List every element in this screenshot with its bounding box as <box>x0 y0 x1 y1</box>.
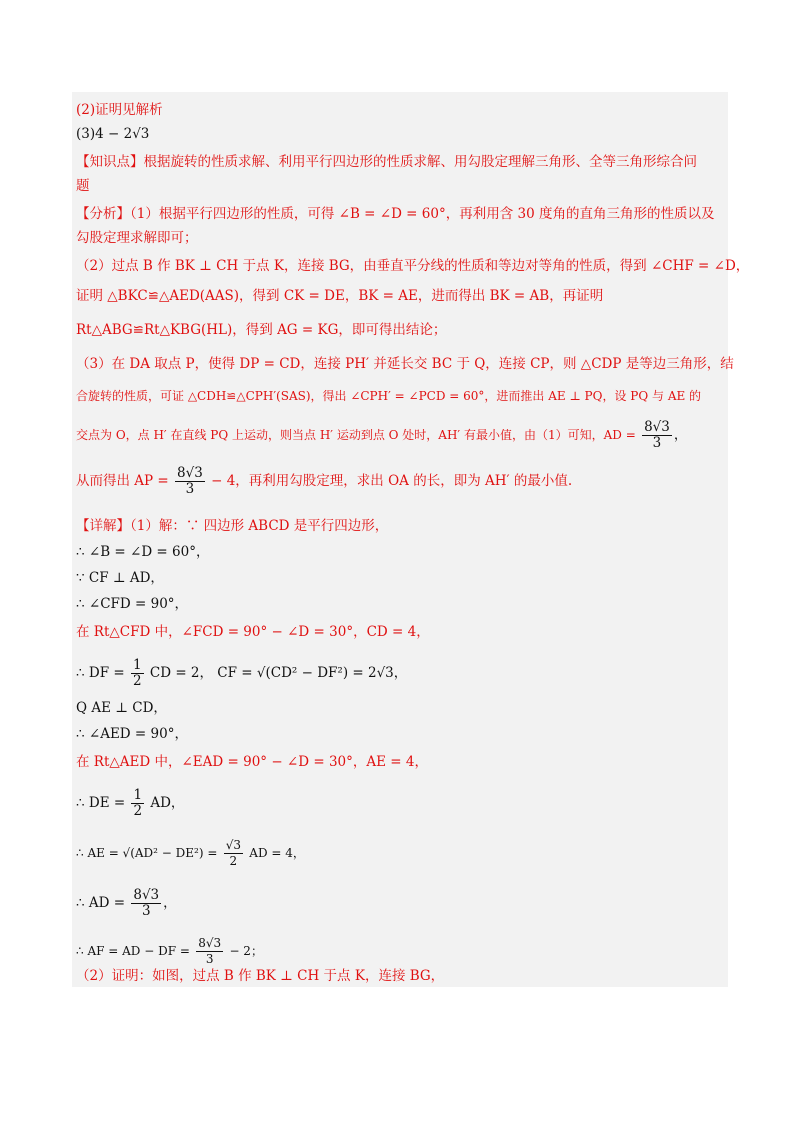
detail-line-3: ∵ CF ⊥ AD， <box>76 570 164 586</box>
fraction-8r3-over-3: $\frac{8√3}{3}$ <box>644 419 670 451</box>
detail-line-5: 在 Rt△CFD 中，∠FCD = 90° − ∠D = 30°，CD = 4， <box>76 624 430 640</box>
analysis-line-7: 合旋转的性质，可证 △CDH≌△CPH′(SAS)，得出 ∠CPH′ = ∠PCD = 60°，进而推出 AE ⊥ PQ，设 PQ 与 AE 的 <box>76 389 702 403</box>
analysis-line-1: 【分析】（1）根据平行四边形的性质，可得 ∠B = ∠D = 60°，再利用含 30 度角的直角三角形的性质以及 <box>76 206 715 222</box>
analysis-line-6: （3）在 DA 取点 P，使得 DP = CD，连接 PH′ 并延长交 BC 于 Q，连接 CP，则 △CDP 是等边三角形，结 <box>76 356 734 372</box>
analysis-line-5: Rt△ABG≌Rt△KBG(HL)，得到 AG = KG，即可得出结论； <box>76 322 447 338</box>
fraction-8r3-over-3-c: $\frac{8√3}{3}$ <box>133 887 160 919</box>
knowledge-point-line-2: 题 <box>76 178 90 194</box>
analysis-tag: 【分析】 <box>76 206 130 222</box>
detail-line-2: ∴ ∠B = ∠D = 60°， <box>76 544 210 560</box>
analysis-line-8: 交点为 O，点 H′ 在直线 PQ 上运动，则当点 H′ 运动到点 O 处时，AH′ 有最小值，由（1）可知，AD = $\frac{8√3}{3}$ ， <box>76 419 688 451</box>
fraction-8r3-over-3-b: $\frac{8√3}{3}$ <box>177 465 203 497</box>
analysis-line-9: 从而得出 AP = $\frac{8√3}{3}$ − 4，再利用勾股定理，求出 OA 的长，即为 AH′ 的最小值. <box>76 465 573 497</box>
detail-line-11: ∴ AE = √(AD² − DE²) = $\frac{√3}{2}$ AD = 4， <box>76 838 305 868</box>
detail-line-12: ∴ AD = $\frac{8√3}{3}$ ， <box>76 887 177 919</box>
fraction-one-half-b: $\frac{1}{2}$ <box>133 787 143 819</box>
knowledge-point-tag: 【知识点】 <box>76 154 144 170</box>
fraction-one-half: $\frac{1}{2}$ <box>132 657 142 689</box>
fraction-8r3-over-3-d: $\frac{8√3}{3}$ <box>198 936 222 966</box>
detail-line-9: 在 Rt△AED 中，∠EAD = 90° − ∠D = 30°，AE = 4， <box>76 754 428 770</box>
detail-line-8: ∴ ∠AED = 90°， <box>76 726 188 742</box>
detail-line-13: ∴ AF = AD − DF = $\frac{8√3}{3}$ − 2； <box>76 936 263 966</box>
answer-panel <box>72 92 750 987</box>
detail-line-6: ∴ DF = $\frac{1}{2}$ CD = 2， CF = √(CD² − DF²) = 2√3， <box>76 657 408 689</box>
detail-tag: 【详解】 <box>76 518 130 534</box>
knowledge-point-line: 【知识点】根据旋转的性质求解、利用平行四边形的性质求解、用勾股定理解三角形、全等三角形综合问 <box>76 154 697 170</box>
detail-line-7: Q AE ⊥ CD， <box>76 700 167 716</box>
answer-part-2: (2)证明见解析 <box>76 102 163 118</box>
fraction-r3-over-2: $\frac{√3}{2}$ <box>225 838 241 868</box>
detail-line-1: 【详解】（1）解：∵ 四边形 ABCD 是平行四边形， <box>76 518 389 534</box>
detail-line-10: ∴ DE = $\frac{1}{2}$ AD， <box>76 787 185 819</box>
analysis-line-2: 勾股定理求解即可； <box>76 230 198 246</box>
detail-line-4: ∴ ∠CFD = 90°， <box>76 596 189 612</box>
answer-part-3: (3)4 − 2√3 <box>76 126 150 142</box>
analysis-line-3: （2）过点 B 作 BK ⊥ CH 于点 K，连接 BG，由垂直平分线的性质和等边对等角的性质，得到 ∠CHF = ∠D， <box>76 258 750 274</box>
analysis-line-4: 证明 △BKC≌△AED(AAS)，得到 CK = DE，BK = AE，进而得出 BK = AB，再证明 <box>76 288 604 304</box>
detail-line-14: （2）证明：如图，过点 B 作 BK ⊥ CH 于点 K，连接 BG， <box>76 968 445 984</box>
